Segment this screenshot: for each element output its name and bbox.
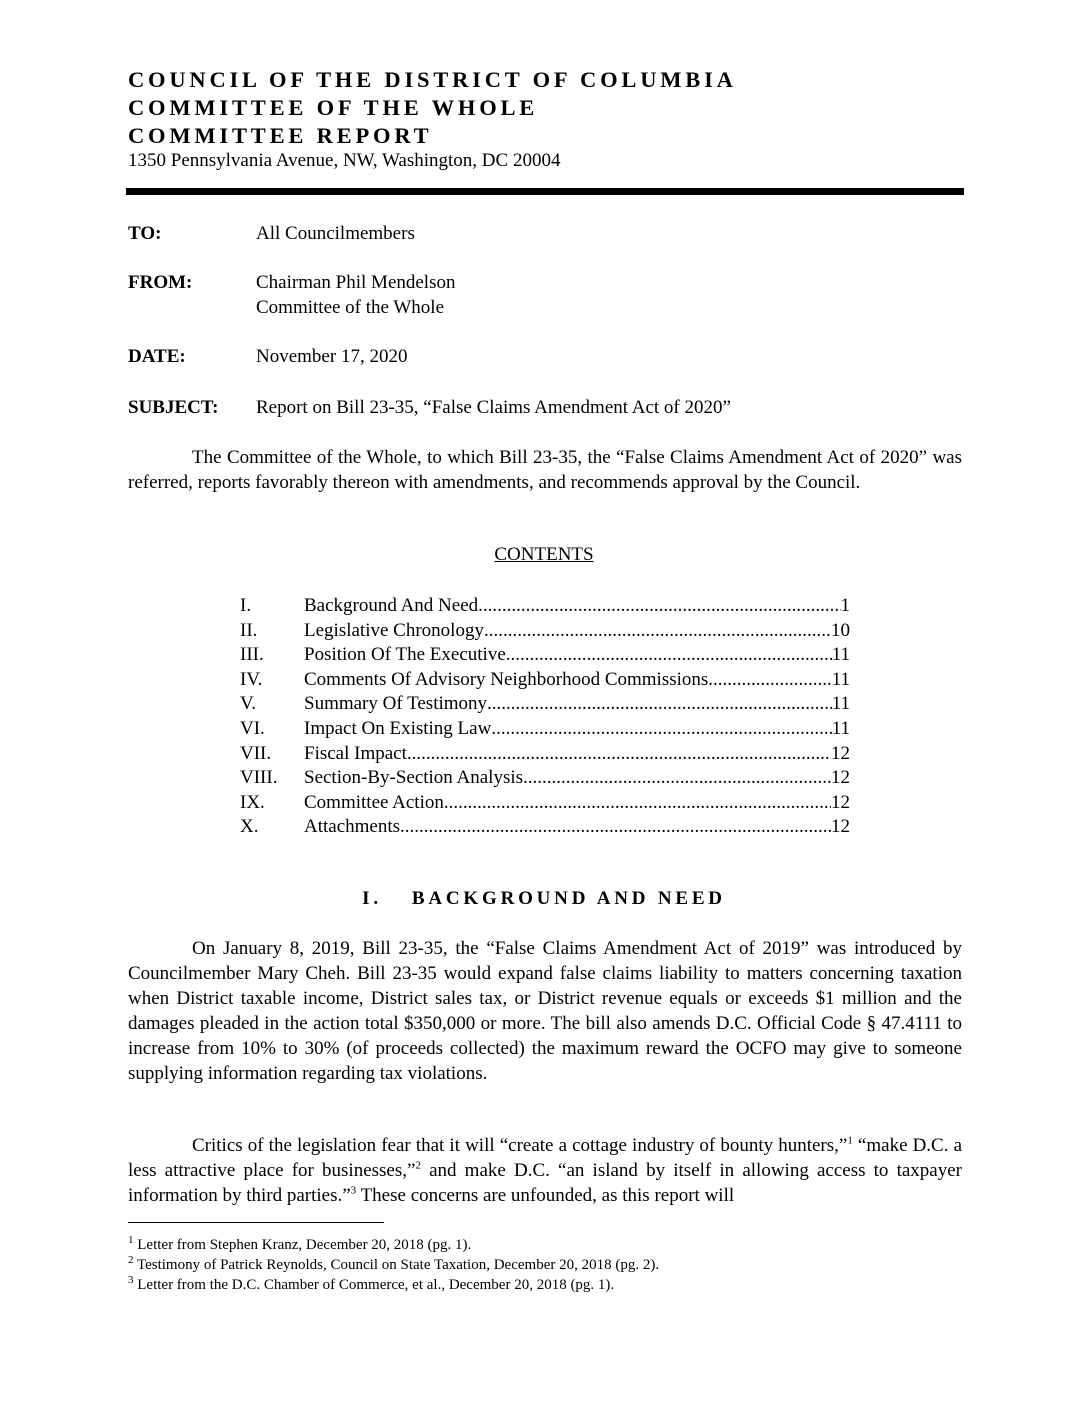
para2-part-a: Critics of the legislation fear that it will “create a cottage industry of bounty hunters,”	[192, 1135, 848, 1156]
toc-item-number: X.	[240, 816, 259, 838]
footnote-ref-2: 2	[415, 1159, 421, 1172]
toc-item	[240, 766, 850, 791]
toc-leader	[487, 692, 832, 716]
footnote	[128, 1276, 614, 1294]
toc-leader	[478, 594, 840, 618]
toc-item-title: Attachments	[304, 816, 401, 838]
toc-leader	[523, 766, 831, 790]
toc-leader	[506, 643, 832, 667]
toc-item-title: Summary Of Testimony	[304, 693, 488, 715]
memo-from-value-2: Committee of the Whole	[256, 297, 445, 318]
toc-item-title: Legislative Chronology	[304, 619, 484, 641]
header-address: 1350 Pennsylvania Avenue, NW, Washington, DC 20004	[128, 150, 561, 171]
contents-title-text: CONTENTS	[494, 544, 594, 565]
memo-to-value: All Councilmembers	[256, 223, 415, 244]
toc-item-page: 12	[831, 742, 850, 764]
memo-date-value: November 17, 2020	[256, 346, 408, 367]
toc-item-number: I.	[240, 595, 252, 616]
footnote-text: Letter from the D.C. Chamber of Commerce, et al., December 20, 2018 (pg. 1).	[133, 1277, 615, 1293]
section-number: I.	[362, 888, 382, 909]
toc-item-number: III.	[240, 644, 264, 666]
memo-subject-label: SUBJECT:	[128, 397, 219, 418]
para2-part-d: These concerns are unfounded, as this report will	[356, 1185, 735, 1206]
toc-item	[240, 791, 850, 816]
toc-item-title: Background And Need	[304, 595, 479, 616]
section-heading	[0, 888, 1088, 910]
section-title: BACKGROUND AND NEED	[411, 888, 726, 909]
toc-item	[240, 643, 850, 668]
toc-item-title: Section-By-Section Analysis	[304, 767, 524, 789]
background-paragraph-1	[128, 936, 962, 1086]
footnote-ref-3: 3	[350, 1184, 357, 1197]
footnote	[128, 1236, 471, 1254]
toc-item-title: Position Of The Executive	[304, 644, 506, 666]
toc-item	[240, 742, 850, 767]
background-text-2	[128, 1133, 962, 1208]
header-committee: COMMITTEE OF THE WHOLE	[128, 95, 539, 120]
intro-paragraph	[128, 445, 962, 495]
toc-leader	[484, 619, 831, 643]
toc-item-page: 1	[840, 595, 850, 616]
toc-item-page: 10	[831, 619, 850, 641]
toc-item-page: 11	[831, 668, 850, 690]
toc-leader	[400, 815, 831, 839]
toc-item	[240, 619, 850, 644]
toc-leader	[407, 742, 831, 766]
toc-item-page: 12	[831, 791, 850, 813]
para2-part-c: and make D.C. “an island by itself in allowing access to taxpayer information by third parties.”	[128, 1160, 962, 1206]
footnote-ref-1: 1	[847, 1134, 853, 1147]
footnote-rule	[128, 1222, 384, 1223]
toc-item-title: Comments Of Advisory Neighborhood Commissions	[304, 668, 709, 690]
toc-item-title: Committee Action	[304, 791, 444, 813]
memo-from-value-1: Chairman Phil Mendelson	[256, 272, 456, 293]
toc-item-page: 12	[831, 767, 850, 789]
toc-item	[240, 692, 850, 717]
header-rule	[126, 188, 964, 195]
memo-subject-value: Report on Bill 23-35, “False Claims Amendment Act of 2020”	[256, 397, 731, 418]
toc-item-title: Impact On Existing Law	[304, 717, 492, 739]
toc-item	[240, 815, 850, 840]
toc-item	[240, 717, 850, 742]
toc-item-page: 11	[831, 644, 850, 666]
toc-item-number: VII.	[240, 742, 272, 764]
toc-item-number: IV.	[240, 668, 263, 690]
toc-item-page: 11	[831, 693, 850, 715]
toc-leader	[444, 791, 831, 815]
toc-item-page: 11	[831, 717, 850, 739]
footnote-number: 3	[128, 1274, 134, 1286]
footnote-text: Letter from Stephen Kranz, December 20, 2018 (pg. 1).	[133, 1237, 472, 1253]
background-paragraph-2	[128, 1133, 962, 1208]
intro-text: The Committee of the Whole, to which Bill 23-35, the “False Claims Amendment Act of 2020” was referred, reports favorably thereon with amendments, and recommends approval by the Council.	[128, 447, 962, 493]
toc-leader	[491, 717, 831, 741]
toc-item-number: VI.	[240, 717, 265, 739]
footnote	[128, 1256, 659, 1274]
toc-item-number: V.	[240, 693, 257, 715]
toc-item-number: IX.	[240, 791, 265, 813]
footnote-text: Testimony of Patrick Reynolds, Council on State Taxation, December 20, 2018 (pg. 2).	[133, 1257, 660, 1273]
memo-to-label: TO:	[128, 223, 162, 244]
contents-title	[0, 544, 1088, 566]
toc-item	[240, 668, 850, 693]
memo-from-label: FROM:	[128, 272, 193, 293]
para2-part-b: “make D.C. a less attractive place for businesses,”	[128, 1135, 963, 1181]
header-council: COUNCIL OF THE DISTRICT OF COLUMBIA	[128, 67, 737, 92]
memo-date-label: DATE:	[128, 346, 186, 367]
toc-item-page: 12	[831, 816, 850, 838]
footnote-number: 1	[128, 1234, 134, 1246]
footnote-number: 2	[128, 1254, 134, 1266]
toc-leader	[708, 668, 831, 692]
toc-item-number: VIII.	[240, 767, 278, 789]
background-text-1: On January 8, 2019, Bill 23-35, the “False Claims Amendment Act of 2019” was introduced by Councilmember Mary Cheh. Bill 23-35 would expand false claims liability to matters concerning taxation when District taxable income, District sales tax, or District revenue equals or exceeds $1 million and the damages pleaded in the action total $350,000 or more. The bill also amends D.C. Official Code § 47.4111 to increase from 10% to 30% (of proceeds collected) the maximum reward the OCFO may give to someone supplying information regarding tax violations.	[128, 938, 962, 1084]
table-of-contents	[240, 594, 850, 840]
toc-item-title: Fiscal Impact	[304, 742, 407, 764]
toc-item	[240, 594, 850, 619]
toc-item-number: II.	[240, 619, 258, 641]
header-report: COMMITTEE REPORT	[128, 123, 433, 148]
